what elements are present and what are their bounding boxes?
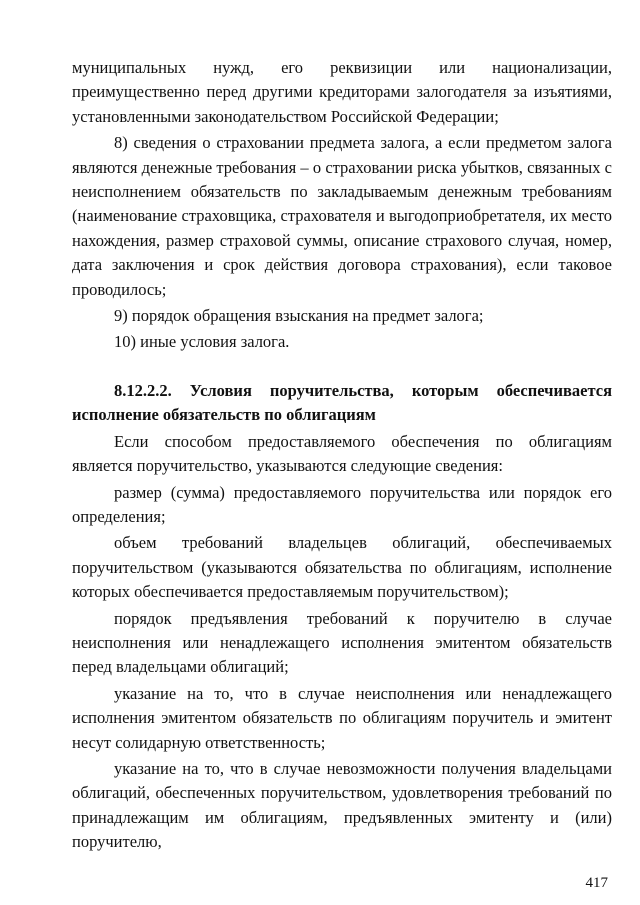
section-heading: 8.12.2.2. Условия поручительства, которым обеспечивается исполнение обязательств по облигациям bbox=[72, 380, 612, 425]
paragraph-impossibility: указание на то, что в случае невозможности получения владельцами облигаций, обеспеченных поручительством, удовлетворения требований по принадлежащим им облигациям, предъявленных эмитенту и (или) поручителю, bbox=[72, 758, 612, 852]
paragraph-procedure: порядок предъявления требований к поручителю в случае неисполнения или ненадлежащего исполнения эмитентом обязательств перед владельцами облигаций; bbox=[72, 608, 612, 677]
paragraph-continuation: муниципальных нужд, его реквизиции или национализации, преимущественно перед другими кредиторами залогодателя за изъятиями, установленными законодательством Российской Федерации; bbox=[72, 58, 612, 126]
paragraph-solidary-liability: указание на то, что в случае неисполнения или ненадлежащего исполнения эмитентом обязательств по облигациям поручитель и эмитент несут солидарную ответственность; bbox=[72, 683, 612, 752]
paragraph-item-10: 10) иные условия залога. bbox=[114, 332, 290, 352]
page-number: 417 bbox=[585, 875, 608, 891]
paragraph-intro: Если способом предоставляемого обеспечения по облигациям является поручительство, указываются следующие сведения: bbox=[72, 431, 612, 476]
paragraph-size: размер (сумма) предоставляемого поручительства или порядок его определения; bbox=[72, 482, 612, 526]
paragraph-item-9: 9) порядок обращения взыскания на предмет залога; bbox=[114, 306, 484, 326]
paragraph-scope: объем требований владельцев облигаций, обеспечиваемых поручительством (указываются обязательства по облигациям, исполнение которых обеспечивается предоставляемым поручительством); bbox=[72, 533, 612, 602]
paragraph-item-8: 8) сведения о страховании предмета залога, а если предметом залога являются денежные требования – о страховании риска убытков, связанных с неисполнением обязательств по закладываемым денежным требованиям (наименование страховщика, страхователя и выгодоприобретателя, их место нахождения, размер страховой суммы, описание страхового случая, номер, дата заключения и срок действия договора страхования), если таковое проводилось; bbox=[72, 133, 612, 299]
document-page bbox=[72, 56, 612, 855]
